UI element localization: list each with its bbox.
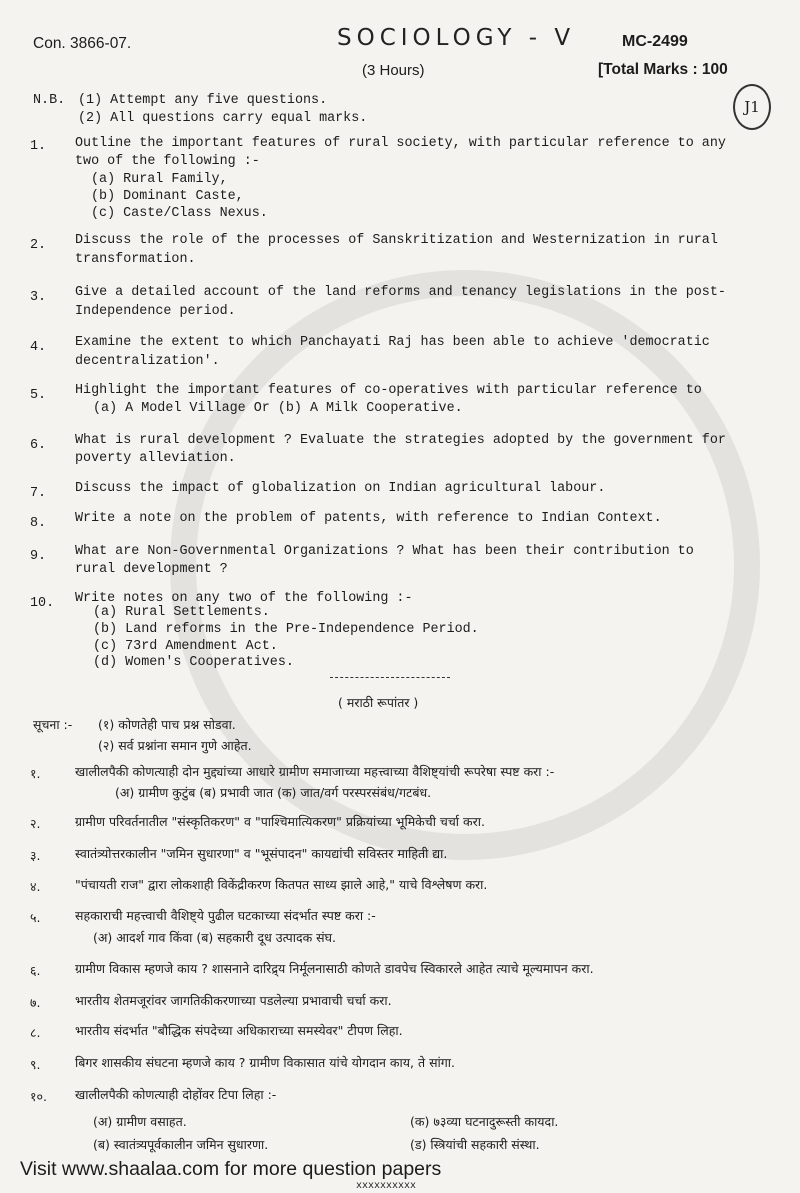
question-number: ३. <box>30 848 41 863</box>
question-line: Give a detailed account of the land reforms and tenancy legislations in the post- <box>75 285 726 300</box>
question-line: Examine the extent to which Panchayati Raj has been able to achieve 'democratic <box>75 335 710 350</box>
question-number: 4. <box>30 340 47 355</box>
question-line: Independence period. <box>75 304 236 319</box>
question-line: "पंचायती राज" द्वारा लोकशाही विकेंद्रीकरण कितपत साध्य झाले आहे," याचे विश्लेषण करा. <box>75 877 488 892</box>
question-line: Discuss the role of the processes of Sanskritization and Westernization in rural <box>75 233 718 248</box>
question-line: What is rural development ? Evaluate the strategies adopted by the government for <box>75 433 726 448</box>
question-line: transformation. <box>75 252 196 267</box>
question-line: (c) 73rd Amendment Act. <box>93 639 278 654</box>
question-line: ग्रामीण विकास म्हणजे काय ? शासनाने दारिद्र्य निर्मूलनासाठी कोणते डावपेच स्विकारले आहेत त्याचे मूल्यमापन करा. <box>75 961 594 976</box>
marathi-heading: ( मराठी रूपांतर ) <box>338 695 419 710</box>
paper-code: MC-2499 <box>622 33 688 50</box>
question-number: ७. <box>30 995 41 1010</box>
footer-visit-link[interactable]: Visit www.shaalaa.com for more question papers <box>20 1158 442 1180</box>
question-line: स्वातंत्र्योत्तरकालीन "जमिन सुधारणा" व "भूसंपादन" कायद्यांची सविस्तर माहिती द्या. <box>75 846 448 861</box>
question-line: (क) ७३व्या घटनादुरूस्ती कायदा. <box>410 1114 559 1129</box>
question-number: 5. <box>30 388 47 403</box>
question-line: (d) Women's Cooperatives. <box>93 655 294 670</box>
divider <box>330 677 450 678</box>
stamp: J1 <box>733 84 771 130</box>
question-number: ५. <box>30 910 41 925</box>
question-line: Write notes on any two of the following :- <box>75 591 413 606</box>
question-number: १. <box>30 766 41 781</box>
question-line: Outline the important features of rural society, with particular reference to any <box>75 136 726 151</box>
question-line: खालीलपैकी कोणत्याही दोन मुद्द्यांच्या आधारे ग्रामीण समाजाच्या महत्त्वाच्या वैशिष्ट्यांची रूपरेषा स्पष्ट करा :- <box>75 764 555 779</box>
question-line: बिगर शासकीय संघटना म्हणजे काय ? ग्रामीण विकासात यांचे योगदान काय, ते सांगा. <box>75 1055 456 1070</box>
question-number: ४. <box>30 879 41 894</box>
question-number: ६. <box>30 963 41 978</box>
question-line: (a) Rural Settlements. <box>93 605 270 620</box>
question-line: (c) Caste/Class Nexus. <box>91 206 268 221</box>
question-line: ग्रामीण परिवर्तनातील "संस्कृतिकरण" व "पाश्चिमात्यिकरण" प्रक्रियांच्या भूमिकेची चर्चा करा. <box>75 814 485 829</box>
question-line: (अ) आदर्श गाव किंवा (ब) सहकारी दूध उत्पादक संघ. <box>93 930 336 945</box>
question-line: (b) Dominant Caste, <box>91 189 244 204</box>
question-line: Highlight the important features of co-operatives with particular reference to <box>75 383 702 398</box>
question-line: rural development ? <box>75 562 228 577</box>
question-number: 8. <box>30 516 47 531</box>
question-number: ८. <box>30 1025 41 1040</box>
nb-item: (2) All questions carry equal marks. <box>78 111 368 126</box>
question-line: (ड) स्त्रियांची सहकारी संस्था. <box>410 1137 540 1152</box>
marathi-note-label: सूचना :- <box>33 717 73 732</box>
marathi-note: (२) सर्व प्रश्नांना समान गुणे आहेत. <box>98 738 252 753</box>
question-number: ९. <box>30 1057 41 1072</box>
subject-title: SOCIOLOGY - V <box>337 25 576 51</box>
con-number: Con. 3866-07. <box>33 35 132 52</box>
question-line: (अ) ग्रामीण वसाहत. <box>93 1114 187 1129</box>
question-line: सहकाराची महत्त्वाची वैशिष्ट्ये पुढील घटकाच्या संदर्भात स्पष्ट करा :- <box>75 908 376 923</box>
question-line: खालीलपैकी कोणत्याही दोहोंवर टिपा लिहा :- <box>75 1087 277 1102</box>
question-line: (a) A Model Village Or (b) A Milk Cooperative. <box>93 401 463 416</box>
question-line: Write a note on the problem of patents, with reference to Indian Context. <box>75 511 662 526</box>
question-number: 7. <box>30 486 47 501</box>
question-line: (ब) स्वातंत्र्यपूर्वकालीन जमिन सुधारणा. <box>93 1137 269 1152</box>
question-line: two of the following :- <box>75 154 260 169</box>
question-number: 9. <box>30 549 47 564</box>
question-number: २. <box>30 816 41 831</box>
question-line: भारतीय शेतमजूरांवर जागतिकीकरणाच्या पडलेल्या प्रभावाची चर्चा करा. <box>75 993 392 1008</box>
end-mark: xxxxxxxxxx <box>356 1181 417 1192</box>
total-marks: [Total Marks : 100 <box>598 61 728 78</box>
question-number: १०. <box>30 1089 47 1104</box>
duration: (3 Hours) <box>362 62 425 79</box>
question-line: What are Non-Governmental Organizations ? What has been their contribution to <box>75 544 694 559</box>
nb-label: N.B. <box>33 93 66 108</box>
question-line: poverty alleviation. <box>75 451 236 466</box>
nb-item: (1) Attempt any five questions. <box>78 93 328 108</box>
question-line: भारतीय संदर्भात "बौद्धिक संपदेच्या अधिकाराच्या समस्येवर" टीपण लिहा. <box>75 1023 403 1038</box>
question-line: (a) Rural Family, <box>91 172 228 187</box>
question-number: 1. <box>30 139 47 154</box>
marathi-note: (१) कोणतेही पाच प्रश्न सोडवा. <box>98 717 236 732</box>
question-number: 10. <box>30 596 55 611</box>
question-number: 6. <box>30 438 47 453</box>
question-line: (अ) ग्रामीण कुटुंब (ब) प्रभावी जात (क) जात/वर्ग परस्परसंबंध/गटबंध. <box>115 785 432 800</box>
question-line: Discuss the impact of globalization on Indian agricultural labour. <box>75 481 606 496</box>
question-number: 2. <box>30 238 47 253</box>
question-line: decentralization'. <box>75 354 220 369</box>
question-number: 3. <box>30 290 47 305</box>
question-line: (b) Land reforms in the Pre-Independence Period. <box>93 622 479 637</box>
